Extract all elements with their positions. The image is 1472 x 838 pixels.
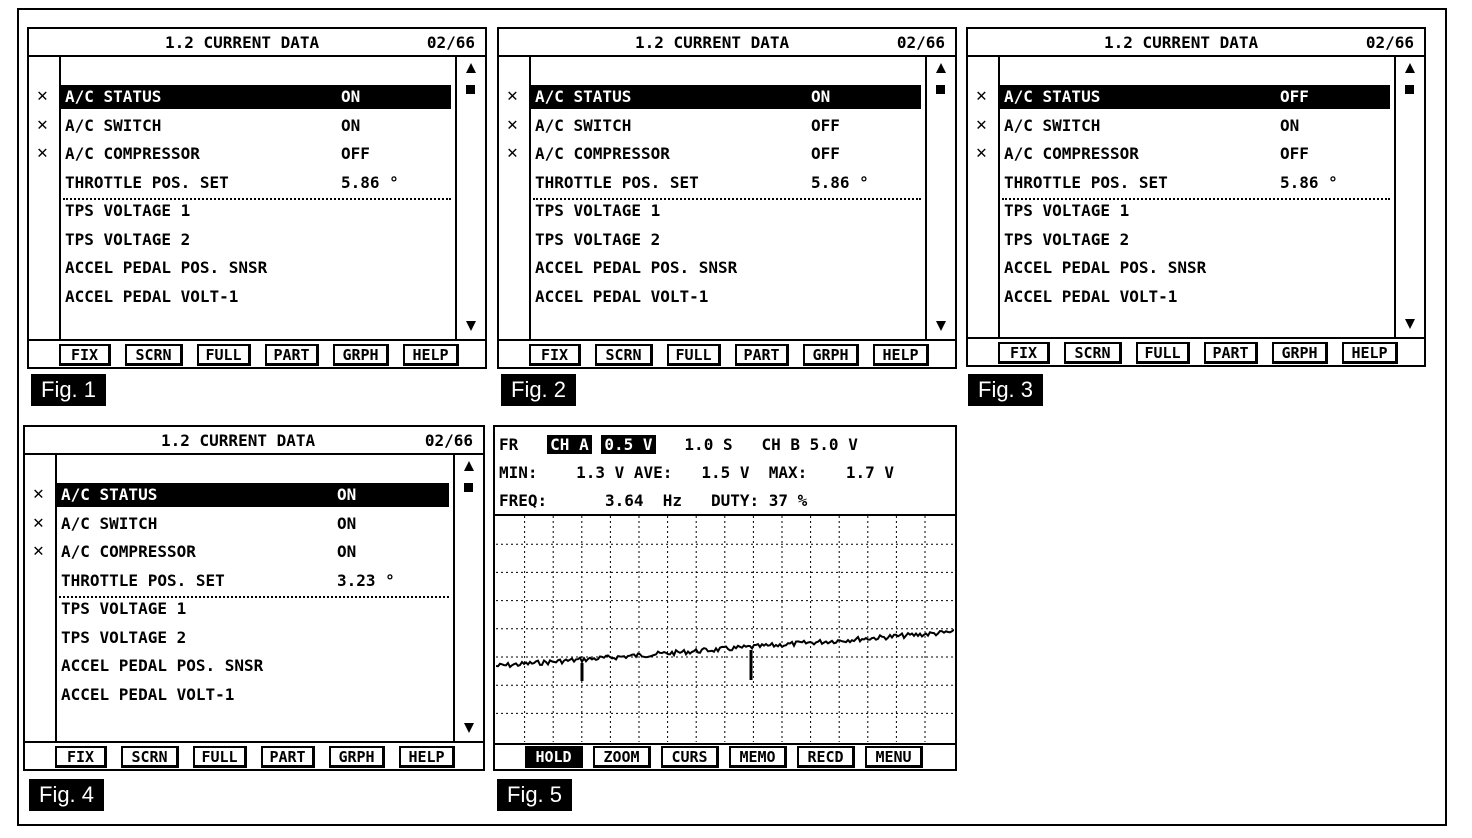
list-item[interactable]: [61, 228, 451, 252]
item-label: ACCEL PEDAL VOLT-1: [1004, 286, 1178, 306]
list-item[interactable]: [531, 199, 921, 223]
list-item[interactable]: [57, 683, 449, 707]
scope-panel: [493, 425, 957, 771]
scrollbar-left-border: [453, 453, 455, 741]
item-value: ON: [811, 87, 831, 106]
list-item[interactable]: [57, 512, 449, 536]
item-label: THROTTLE POS. SET: [61, 570, 225, 590]
item-label: TPS VOLTAGE 1: [535, 201, 661, 220]
screen-title: 1.2 CURRENT DATA: [1104, 33, 1259, 52]
list-item[interactable]: [61, 199, 451, 223]
item-label: A/C COMPRESSOR: [61, 542, 196, 561]
softkey-help-button[interactable]: HELP: [399, 746, 455, 768]
softkey-part-button[interactable]: PART: [261, 746, 315, 768]
softkey-full-button[interactable]: FULL: [667, 344, 721, 366]
scroll-thumb[interactable]: [1405, 85, 1414, 94]
softkey-part-button[interactable]: PART: [265, 344, 319, 366]
duty-label: DUTY:: [710, 491, 760, 510]
item-value: ON: [1280, 115, 1300, 135]
fixed-items-divider: [1002, 198, 1390, 200]
item-value: OFF: [1280, 144, 1309, 163]
softkey-scrn-button[interactable]: SCRN: [1064, 342, 1122, 364]
scope-zoom-button[interactable]: ZOOM: [593, 746, 651, 768]
fixed-marker-icon: ✕: [976, 85, 987, 106]
panel-title-bar: [29, 33, 485, 53]
item-label: ACCEL PEDAL POS. SNSR: [61, 656, 264, 675]
item-label: A/C COMPRESSOR: [535, 144, 670, 163]
scope-hold-button[interactable]: HOLD: [525, 746, 583, 768]
list-item[interactable]: [61, 256, 451, 280]
figure-label: Fig. 3: [968, 374, 1043, 406]
scroll-thumb[interactable]: [464, 483, 473, 492]
figure-label: Fig. 5: [497, 779, 572, 811]
page-indicator: 02/66: [1365, 33, 1414, 52]
list-item[interactable]: [531, 114, 921, 138]
title-divider: [499, 55, 955, 57]
figure-label: Fig. 2: [501, 374, 576, 406]
softkey-full-button[interactable]: FULL: [193, 746, 247, 768]
list-item[interactable]: [1000, 199, 1390, 223]
item-label: TPS VOLTAGE 2: [61, 627, 187, 647]
list-item[interactable]: [531, 85, 921, 109]
button-bar-divider: [25, 741, 483, 743]
page-indicator: 02/66: [426, 33, 475, 52]
item-value: ON: [341, 115, 361, 135]
item-value: ON: [337, 542, 357, 561]
title-divider: [25, 453, 483, 455]
channel-a-scale[interactable]: 0.5 V: [601, 435, 655, 454]
fixed-items-divider: [59, 596, 449, 598]
list-item[interactable]: [1000, 142, 1390, 166]
button-bar-divider: [499, 339, 955, 341]
fixed-marker-icon: ✕: [37, 142, 48, 163]
item-label: A/C STATUS: [1004, 87, 1101, 106]
screen-title: 1.2 CURRENT DATA: [161, 431, 316, 450]
list-item[interactable]: [1000, 171, 1390, 195]
softkey-grph-button[interactable]: GRPH: [803, 344, 859, 366]
data-list-panel: [27, 27, 487, 369]
list-item[interactable]: [1000, 285, 1390, 309]
fixed-marker-icon: ✕: [976, 142, 987, 163]
item-label: ACCEL PEDAL POS. SNSR: [65, 258, 268, 277]
ave-label: AVE:: [633, 463, 673, 482]
list-item[interactable]: [57, 569, 449, 593]
ave-value: 1.5 V: [701, 463, 750, 482]
item-label: ACCEL PEDAL VOLT-1: [535, 286, 709, 306]
data-list-panel: [23, 425, 485, 771]
list-item[interactable]: [61, 114, 451, 138]
freq-label: FREQ:: [499, 491, 548, 510]
softkey-fix-button[interactable]: FIX: [55, 746, 107, 768]
softkey-scrn-button[interactable]: SCRN: [595, 344, 653, 366]
scroll-up-icon[interactable]: [1405, 63, 1415, 73]
data-list-panel: [497, 27, 957, 369]
list-item[interactable]: [531, 142, 921, 166]
item-label: A/C SWITCH: [1004, 115, 1101, 135]
fixed-marker-icon: ✕: [507, 142, 518, 163]
list-item[interactable]: [1000, 228, 1390, 252]
title-divider: [29, 55, 485, 57]
fixed-items-divider: [63, 198, 451, 200]
time-scale[interactable]: 1.0 S: [684, 435, 733, 454]
scroll-down-icon[interactable]: [464, 723, 474, 733]
list-item[interactable]: [57, 654, 449, 678]
scroll-down-icon[interactable]: [466, 321, 476, 331]
fixed-marker-icon: ✕: [976, 113, 987, 135]
softkey-full-button[interactable]: FULL: [1136, 342, 1190, 364]
item-label: THROTTLE POS. SET: [535, 172, 699, 192]
fixed-marker-icon: ✕: [37, 113, 48, 135]
list-item[interactable]: [1000, 114, 1390, 138]
item-label: A/C SWITCH: [535, 115, 632, 135]
item-value: ON: [337, 485, 357, 504]
list-item[interactable]: [1000, 256, 1390, 280]
scope-header-row3: [499, 491, 807, 510]
scope-header-row1: [499, 435, 858, 454]
item-label: A/C SWITCH: [61, 513, 158, 533]
scope-header-row2: [499, 463, 894, 482]
softkey-fix-button[interactable]: FIX: [998, 342, 1050, 364]
item-value: 5.86 °: [341, 172, 399, 192]
softkey-fix-button[interactable]: FIX: [59, 344, 111, 366]
min-value: 1.3 V: [576, 463, 625, 482]
list-item[interactable]: [1000, 85, 1390, 109]
scroll-down-icon[interactable]: [1405, 319, 1415, 329]
item-label: A/C STATUS: [535, 87, 632, 106]
softkey-grph-button[interactable]: GRPH: [1272, 342, 1328, 364]
item-value: OFF: [341, 144, 370, 163]
item-label: TPS VOLTAGE 1: [65, 201, 191, 220]
item-label: ACCEL PEDAL POS. SNSR: [535, 258, 738, 277]
softkey-fix-button[interactable]: FIX: [529, 344, 581, 366]
item-value: ON: [337, 513, 357, 533]
page-indicator: 02/66: [896, 33, 945, 52]
list-item[interactable]: [61, 285, 451, 309]
page-indicator: 02/66: [424, 431, 473, 450]
frame-mode: FR: [499, 435, 519, 454]
button-bar-divider: [29, 339, 485, 341]
fixed-marker-icon: ✕: [507, 113, 518, 135]
softkey-grph-button[interactable]: GRPH: [329, 746, 385, 768]
duty-value: 37 %: [768, 491, 808, 510]
softkey-help-button[interactable]: HELP: [403, 344, 459, 366]
item-label: THROTTLE POS. SET: [1004, 172, 1168, 192]
item-label: A/C STATUS: [61, 485, 158, 504]
item-label: TPS VOLTAGE 1: [61, 599, 187, 618]
softkey-scrn-button[interactable]: SCRN: [125, 344, 183, 366]
item-value: OFF: [811, 115, 840, 135]
fixed-marker-icon: ✕: [33, 483, 44, 504]
channel-a-selector[interactable]: CH A: [547, 435, 592, 454]
screen-title: 1.2 CURRENT DATA: [165, 33, 320, 52]
list-item[interactable]: [531, 256, 921, 280]
item-label: ACCEL PEDAL VOLT-1: [65, 286, 239, 306]
item-value: ON: [341, 87, 361, 106]
fixed-items-divider: [533, 198, 921, 200]
scroll-up-icon[interactable]: [936, 63, 946, 73]
scope-curs-button[interactable]: CURS: [661, 746, 719, 768]
scope-menu-button[interactable]: MENU: [865, 746, 923, 768]
item-label: A/C SWITCH: [65, 115, 162, 135]
item-label: TPS VOLTAGE 2: [535, 229, 661, 249]
list-item[interactable]: [57, 483, 449, 507]
softkey-scrn-button[interactable]: SCRN: [121, 746, 179, 768]
item-value: OFF: [1280, 87, 1309, 106]
item-label: THROTTLE POS. SET: [65, 172, 229, 192]
softkey-part-button[interactable]: PART: [1204, 342, 1258, 364]
softkey-help-button[interactable]: HELP: [1342, 342, 1398, 364]
item-label: TPS VOLTAGE 1: [1004, 201, 1130, 220]
scroll-up-icon[interactable]: [464, 461, 474, 471]
panel-title-bar: [25, 431, 483, 451]
button-bar-divider: [968, 337, 1424, 339]
waveform-display: [496, 516, 954, 742]
freq-value: 3.64: [604, 491, 644, 510]
max-value: 1.7 V: [845, 463, 894, 482]
list-item[interactable]: [531, 171, 921, 195]
list-item[interactable]: [531, 285, 921, 309]
scroll-thumb[interactable]: [936, 85, 945, 94]
item-value: OFF: [811, 144, 840, 163]
scope-memo-button[interactable]: MEMO: [729, 746, 787, 768]
figure-label: Fig. 1: [31, 374, 106, 406]
fixed-marker-icon: ✕: [37, 85, 48, 106]
softkey-help-button[interactable]: HELP: [873, 344, 929, 366]
item-label: A/C STATUS: [65, 87, 162, 106]
item-value: 5.86 °: [1280, 172, 1338, 192]
panel-title-bar: [499, 33, 955, 53]
item-label: ACCEL PEDAL VOLT-1: [61, 684, 235, 704]
softkey-full-button[interactable]: FULL: [197, 344, 251, 366]
item-label: A/C COMPRESSOR: [65, 144, 200, 163]
channel-b-scale[interactable]: CH B 5.0 V: [761, 435, 858, 454]
list-item[interactable]: [61, 142, 451, 166]
list-item[interactable]: [61, 85, 451, 109]
item-value: 3.23 °: [337, 570, 395, 590]
scroll-down-icon[interactable]: [936, 321, 946, 331]
item-label: ACCEL PEDAL POS. SNSR: [1004, 258, 1207, 277]
scroll-thumb[interactable]: [466, 85, 475, 94]
item-label: TPS VOLTAGE 2: [65, 229, 191, 249]
scroll-up-icon[interactable]: [466, 63, 476, 73]
list-item[interactable]: [61, 171, 451, 195]
scrollbar-left-border: [1394, 55, 1396, 337]
item-value: 5.86 °: [811, 172, 869, 192]
fixed-marker-icon: ✕: [507, 85, 518, 106]
list-item[interactable]: [57, 626, 449, 650]
list-item[interactable]: [57, 597, 449, 621]
min-label: MIN:: [499, 463, 538, 482]
data-list-panel: [966, 27, 1426, 367]
fixed-marker-icon: ✕: [33, 511, 44, 533]
scrollbar-left-border: [455, 55, 457, 339]
list-item[interactable]: [531, 228, 921, 252]
title-divider: [968, 55, 1424, 57]
scrollbar-left-border: [925, 55, 927, 339]
freq-unit: Hz: [662, 491, 683, 510]
item-label: TPS VOLTAGE 2: [1004, 229, 1130, 249]
list-item[interactable]: [57, 540, 449, 564]
screen-title: 1.2 CURRENT DATA: [635, 33, 790, 52]
panel-title-bar: [968, 33, 1424, 53]
fixed-marker-icon: ✕: [33, 540, 44, 561]
max-label: MAX:: [768, 463, 808, 482]
scope-recd-button[interactable]: RECD: [797, 746, 855, 768]
item-label: A/C COMPRESSOR: [1004, 144, 1139, 163]
softkey-part-button[interactable]: PART: [735, 344, 789, 366]
scope-button-divider: [495, 743, 955, 745]
figure-label: Fig. 4: [29, 779, 104, 811]
softkey-grph-button[interactable]: GRPH: [333, 344, 389, 366]
